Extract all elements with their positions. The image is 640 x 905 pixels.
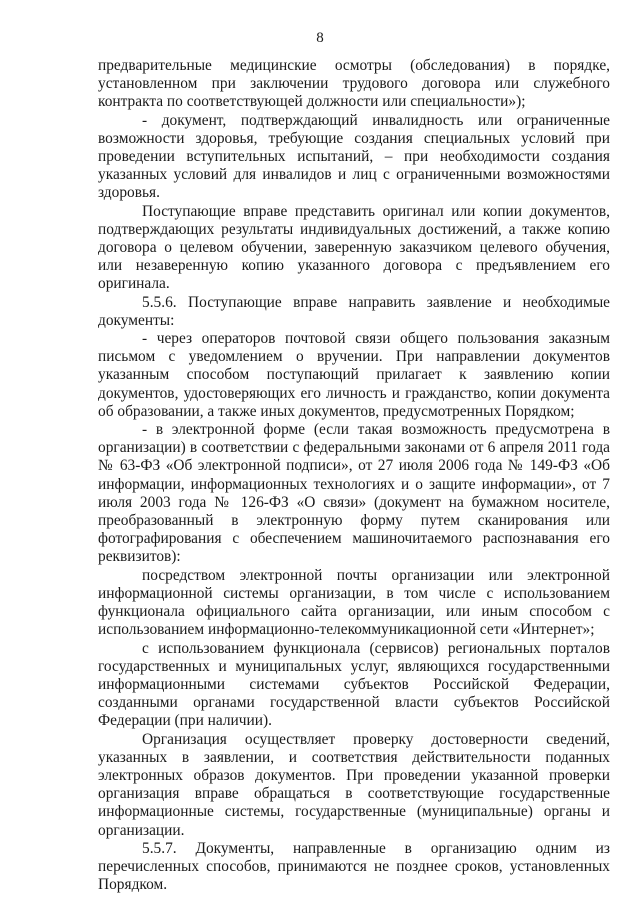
paragraph-original-or-copies: Поступающие вправе представить оригинал или копии документов, подтверждающих результаты индивидуальных достижений, а также копию договора о целевом обучении, заверенную заказчиком целевого обучения, или незаверенную копию указанного договора с предъявлением его оригинала. <box>98 202 610 293</box>
paragraph-medical-exams: предварительные медицинские осмотры (обследования) в порядке, установленном при заключении трудового договора или служебного контракта по соответствующей должности или специальности»); <box>98 57 610 111</box>
page-number: 8 <box>316 30 324 46</box>
paragraph-clause-5-5-6: 5.5.6. Поступающие вправе направить заявление и необходимые документы: <box>98 293 610 329</box>
paragraph-postal-delivery: - через операторов почтовой связи общего пользования заказным письмом с уведомлением о вручении. При направлении документов указанным способом поступающий прилагает к заявлению копии документов, удостоверяющих его личность и гражданство, копии документа об образовании, а также иных документов, предусмотренных Порядком; <box>98 330 610 420</box>
paragraph-email-submission: посредством электронной почты организации или электронной информационной системы организации, в том числе с использованием функционала официального сайта организации, или иным способом с использованием информационно-телекоммуникационной сети «Интернет»; <box>98 566 610 639</box>
paragraph-electronic-form: - в электронной форме (если такая возможность предусмотрена в организации) в соответствии с федеральными законами от 6 апреля 2011 года № 63-ФЗ «Об электронной подписи», от 27 июля 2006 года № 149-ФЗ «Об информации, информационных технологиях и о защите информации», от 7 июля 2003 года № 126-ФЗ «О связи» (документ на бумажном носителе, преобразованный в электронную форму путем сканирования или фотографирования с обеспечением машиночитаемого распознавания его реквизитов): <box>98 421 610 566</box>
paragraph-clause-5-5-7: 5.5.7. Документы, направленные в организацию одним из перечисленных способов, принимаются не позднее сроков, установленных Порядком. <box>98 839 610 894</box>
paragraph-disability-document: - документ, подтверждающий инвалидность или ограниченные возможности здоровья, требующие создания специальных условий при проведении вступительных испытаний, – при необходимости создания указанных условий для инвалидов и лиц с ограниченными возможностями здоровья. <box>98 111 610 202</box>
paragraph-regional-portals: с использованием функционала (сервисов) региональных порталов государственных и муниципальных услуг, являющихся государственными информационными системами субъектов Российской Федерации, созданными органами государственной власти субъектов Российской Федерации (при наличии). <box>98 639 610 730</box>
paragraph-verification: Организация осуществляет проверку достоверности сведений, указанных в заявлении, и соответствия действительности поданных электронных образов документов. При проведении указанной проверки организация вправе обращаться в соответствующие государственные информационные системы, государственные (муниципальные) органы и организации. <box>98 730 610 839</box>
document-body <box>98 57 610 894</box>
